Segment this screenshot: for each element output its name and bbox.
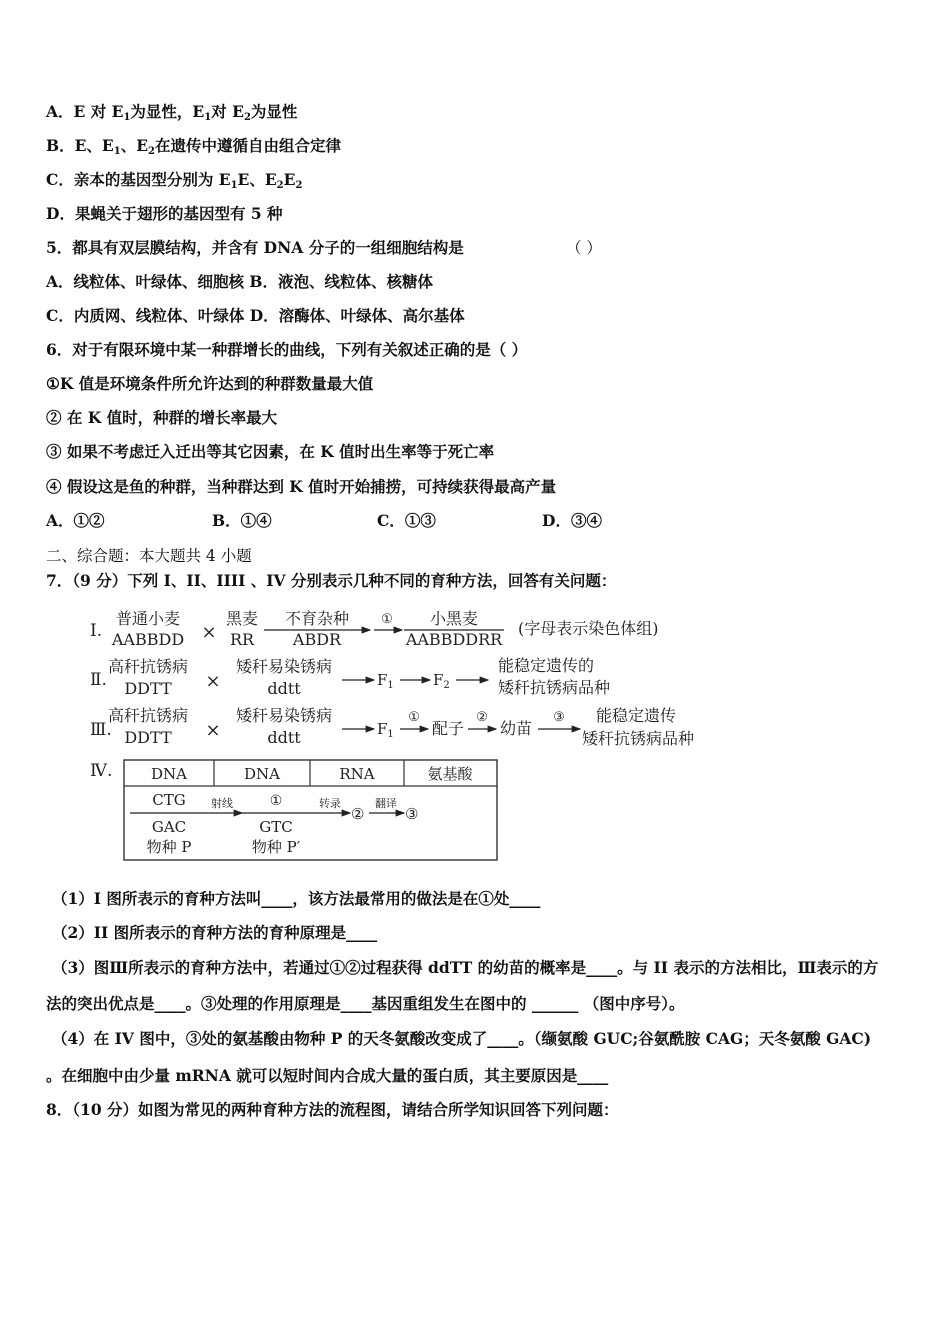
mutation-marker: ① bbox=[269, 793, 283, 809]
wheat-genome: AABBDD bbox=[111, 630, 185, 649]
q7-stem: 7．（9 分）下列 I、II、IIII 、IV 分别表示几种不同的育种方法，回答有关问题： bbox=[46, 571, 617, 590]
q7-sub-2: （2）II 图所表示的育种方法的育种原理是____ bbox=[52, 923, 378, 942]
q6-statement-1: ①K 值是环境条件所允许达到的种群数量最大值 bbox=[46, 374, 374, 393]
species-p-prime: 物种 P′ bbox=[251, 838, 301, 856]
q6-option-b: B．①④ bbox=[212, 511, 272, 530]
tall-resistant-label: 高秆抗锈病 bbox=[107, 657, 189, 676]
q4-option-d: D．果蝇关于翅形的基因型有 5 种 bbox=[46, 204, 283, 223]
f1-label: $F_1$ bbox=[377, 671, 394, 691]
result-line-2: 矮秆抗锈病品种 bbox=[582, 729, 695, 748]
row-III-label: Ⅲ. bbox=[90, 720, 112, 740]
q6-option-c: C．①③ bbox=[377, 511, 436, 530]
genome-note: (字母表示染色体组) bbox=[518, 619, 659, 638]
wheat-label: 普通小麦 bbox=[115, 609, 181, 628]
step-3-marker: ③ bbox=[553, 710, 565, 725]
result-line-1: 能稳定遗传 bbox=[596, 706, 677, 725]
codon-ctg: CTG bbox=[152, 791, 186, 809]
q7-sub-3-line1: （3）图Ⅲ所表示的育种方法中，若通过①②过程获得 ddTT 的幼苗的概率是____。与 II 表示的方法相比，Ⅲ表示的方 bbox=[52, 958, 879, 977]
codon-gtc: GTC bbox=[259, 818, 293, 836]
cross-symbol: × bbox=[201, 622, 217, 643]
q6-option-d: D．③④ bbox=[542, 511, 602, 530]
header-amino-acid: 氨基酸 bbox=[427, 765, 473, 783]
tall-resistant-genotype: DDTT bbox=[124, 679, 172, 698]
step-1-marker: ① bbox=[408, 710, 420, 725]
breeding-methods-diagram bbox=[86, 600, 726, 870]
step-1-marker: ① bbox=[381, 612, 393, 627]
triticale-genome: AABBDDRR bbox=[405, 630, 503, 649]
seedling-label: 幼苗 bbox=[500, 719, 533, 738]
q5-options-row1: A．线粒体、叶绿体、细胞核 B．液泡、线粒体、核糖体 bbox=[46, 272, 434, 291]
header-dna-2: DNA bbox=[244, 765, 280, 783]
sterile-hybrid-label: 不育杂种 bbox=[284, 609, 350, 628]
dwarf-susceptible-genotype: ddtt bbox=[267, 679, 301, 698]
cross-symbol: × bbox=[205, 671, 221, 692]
row-IV-label: Ⅳ. bbox=[90, 761, 113, 781]
codon-gac: GAC bbox=[151, 818, 187, 836]
q7-sub-1: （1）I 图所表示的育种方法叫____，该方法最常用的做法是在①处____ bbox=[52, 889, 541, 908]
section-heading: 二、综合题：本大题共 4 小题 bbox=[46, 547, 252, 565]
f2-label: $F_2$ bbox=[433, 671, 450, 691]
q6-statement-2: ② 在 K 值时，种群的增长率最大 bbox=[46, 408, 278, 427]
dwarf-susceptible-label: 矮秆易染锈病 bbox=[235, 706, 333, 725]
row-II-label: Ⅱ. bbox=[90, 670, 107, 690]
rye-genome: RR bbox=[229, 630, 255, 649]
dwarf-susceptible-label: 矮秆易染锈病 bbox=[235, 657, 333, 676]
rye-label: 黑麦 bbox=[225, 609, 259, 628]
q7-sub-4-line2: 。在细胞中由少量 mRNA 就可以短时间内合成大量的蛋白质，其主要原因是____ bbox=[46, 1066, 609, 1085]
tall-resistant-label: 高秆抗锈病 bbox=[107, 706, 189, 725]
gamete-label: 配子 bbox=[432, 719, 465, 738]
q6-statement-3: ③ 如果不考虑迁入迁出等其它因素，在 K 值时出生率等于死亡率 bbox=[46, 442, 495, 461]
cross-symbol: × bbox=[205, 720, 221, 741]
result-line-1: 能稳定遗传的 bbox=[498, 656, 595, 675]
triticale-label: 小黑麦 bbox=[429, 609, 479, 628]
header-rna: RNA bbox=[339, 765, 375, 783]
species-p: 物种 P bbox=[146, 838, 192, 856]
q6-stem: 6．对于有限环境中某一种群增长的曲线，下列有关叙述正确的是（ ） bbox=[46, 340, 528, 359]
translation-label: 翻译 bbox=[375, 797, 397, 810]
radiation-label: 射线 bbox=[211, 797, 233, 810]
sterile-hybrid-genome: ABDR bbox=[292, 630, 342, 649]
q4-option-a: A．E 对 $E_1$为显性，$E_1$对 $E_2$为显性 bbox=[46, 102, 298, 123]
tall-resistant-genotype: DDTT bbox=[124, 728, 172, 747]
row-I-label: Ⅰ. bbox=[90, 621, 103, 641]
dwarf-susceptible-genotype: ddtt bbox=[267, 728, 301, 747]
q6-option-a: A．①② bbox=[46, 511, 105, 530]
mrna-marker: ② bbox=[351, 805, 365, 823]
q7-sub-3-line2: 法的突出优点是____。③处理的作用原理是____基因重组发生在图中的 ______ （图中序号）。 bbox=[46, 994, 685, 1013]
q7-sub-4-line1: （4）在 IV 图中，③处的氨基酸由物种 P 的天冬氨酸改变成了____。（缬氨酸 GUC;谷氨酰胺 CAG；天冬氨酸 GAC) bbox=[52, 1029, 872, 1048]
q5-stem: 5．都具有双层膜结构，并含有 DNA 分子的一组细胞结构是 （ ） bbox=[46, 238, 602, 257]
transcription-label: 转录 bbox=[319, 797, 341, 810]
amino-acid-marker: ③ bbox=[405, 805, 419, 823]
q5-options-row2: C．内质网、线粒体、叶绿体 D．溶酶体、叶绿体、高尔基体 bbox=[46, 306, 465, 325]
q6-statement-4: ④ 假设这是鱼的种群，当种群达到 K 值时开始捕捞，可持续获得最高产量 bbox=[46, 477, 557, 496]
q8-stem: 8．（10 分）如图为常见的两种育种方法的流程图，请结合所学知识回答下列问题： bbox=[46, 1100, 619, 1119]
q4-option-c: C．亲本的基因型分别为 $E_1E$、$E_2E_2$ bbox=[46, 170, 303, 191]
step-2-marker: ② bbox=[476, 710, 488, 725]
f1-label: $F_1$ bbox=[377, 720, 394, 740]
header-dna-1: DNA bbox=[151, 765, 187, 783]
q4-option-b: B．E、$E_1$、$E_2$在遗传中遵循自由组合定律 bbox=[46, 136, 342, 157]
result-line-2: 矮秆抗锈病品种 bbox=[498, 678, 611, 697]
